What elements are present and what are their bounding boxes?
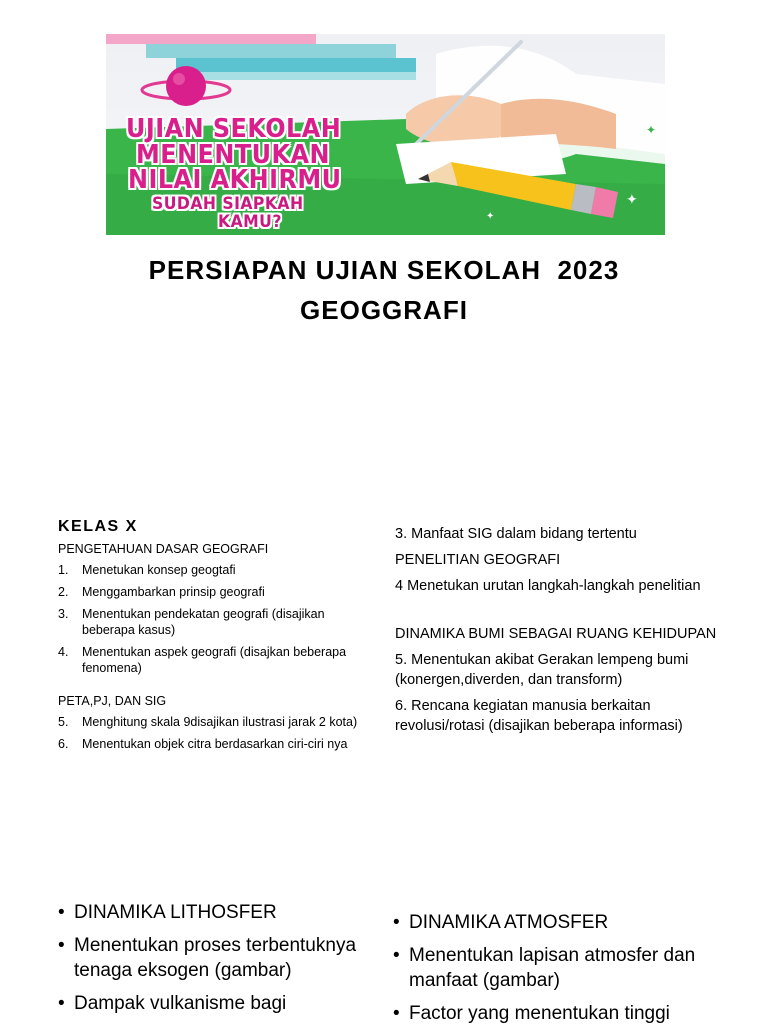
list-item: 4 Menetukan urutan langkah-langkah penelitian xyxy=(395,578,701,594)
banner-image xyxy=(106,34,665,235)
numbered-list xyxy=(58,714,378,752)
banner-line-3: NILAI AKHIRMU xyxy=(128,165,342,195)
bullet-list-right xyxy=(393,910,723,1034)
section-heading: DINAMIKA BUMI SEBAGAI RUANG KEHIDUPAN xyxy=(395,626,717,642)
numbered-list xyxy=(58,562,378,676)
svg-text:✦: ✦ xyxy=(646,123,657,137)
left-column xyxy=(58,518,378,770)
page-title-line-1: PERSIAPAN UJIAN SEKOLAH 2023 xyxy=(148,255,620,285)
list-item: 2. Menggambarkan prinsip geografi xyxy=(58,585,265,599)
right-column xyxy=(395,524,725,742)
section-heading: PENGETAHUAN DASAR GEOGRAFI xyxy=(58,542,269,556)
bullet-item: • DINAMIKA ATMOSFER xyxy=(393,910,723,935)
bullet-item: • Menentukan lapisan atmosfer dan manfaat (gambar) xyxy=(393,943,723,993)
banner-line-5: KAMU? xyxy=(218,212,282,232)
list-item: 5. Menentukan akibat Gerakan lempeng bumi (konergen,diverden, dan transform) xyxy=(395,652,689,688)
banner-line-4: SUDAH SIAPKAH xyxy=(152,194,304,214)
list-item: 4. Menentukan aspek geografi (disajkan beberapa fenomena) xyxy=(58,645,347,675)
svg-text:✦: ✦ xyxy=(486,211,495,222)
section-heading: PENELITIAN GEOGRAFI xyxy=(395,552,561,568)
list-item: 6. Menentukan objek citra berdasarkan ciri-ciri nya xyxy=(58,737,348,751)
banner-line-1: UJIAN SEKOLAH xyxy=(126,114,342,144)
svg-text:✦: ✦ xyxy=(626,192,638,208)
list-item: 6. Rencana kegiatan manusia berkaitan revolusi/rotasi (disajikan beberapa informasi) xyxy=(395,698,683,734)
list-item: 3. Manfaat SIG dalam bidang tertentu xyxy=(395,526,637,542)
list-item: 5. Menghitung skala 9disajikan ilustrasi jarak 2 kota) xyxy=(58,715,358,729)
section-heading: PETA,PJ, DAN SIG xyxy=(58,694,167,708)
list-item: 3. Menentukan pendekatan geografi (disajikan beberapa kasus) xyxy=(58,607,325,637)
banner-line-2: MENENTUKAN xyxy=(136,140,330,170)
bullet-item: • Factor yang menentukan tinggi xyxy=(393,1001,723,1026)
bullet-item: • Menentukan proses terbentuknya tenaga eksogen (gambar) xyxy=(58,933,358,983)
bullet-item: • Dampak vulkanisme bagi xyxy=(58,991,358,1016)
kelas-heading: KELAS X xyxy=(58,518,138,535)
bullet-list-left xyxy=(58,900,358,1024)
bullet-item: • DINAMIKA LITHOSFER xyxy=(58,900,358,925)
page-title-line-2: GEOGGRAFI xyxy=(300,295,468,325)
list-item: 1. Menetukan konsep geogtafi xyxy=(58,563,236,577)
planet-icon xyxy=(166,66,206,106)
